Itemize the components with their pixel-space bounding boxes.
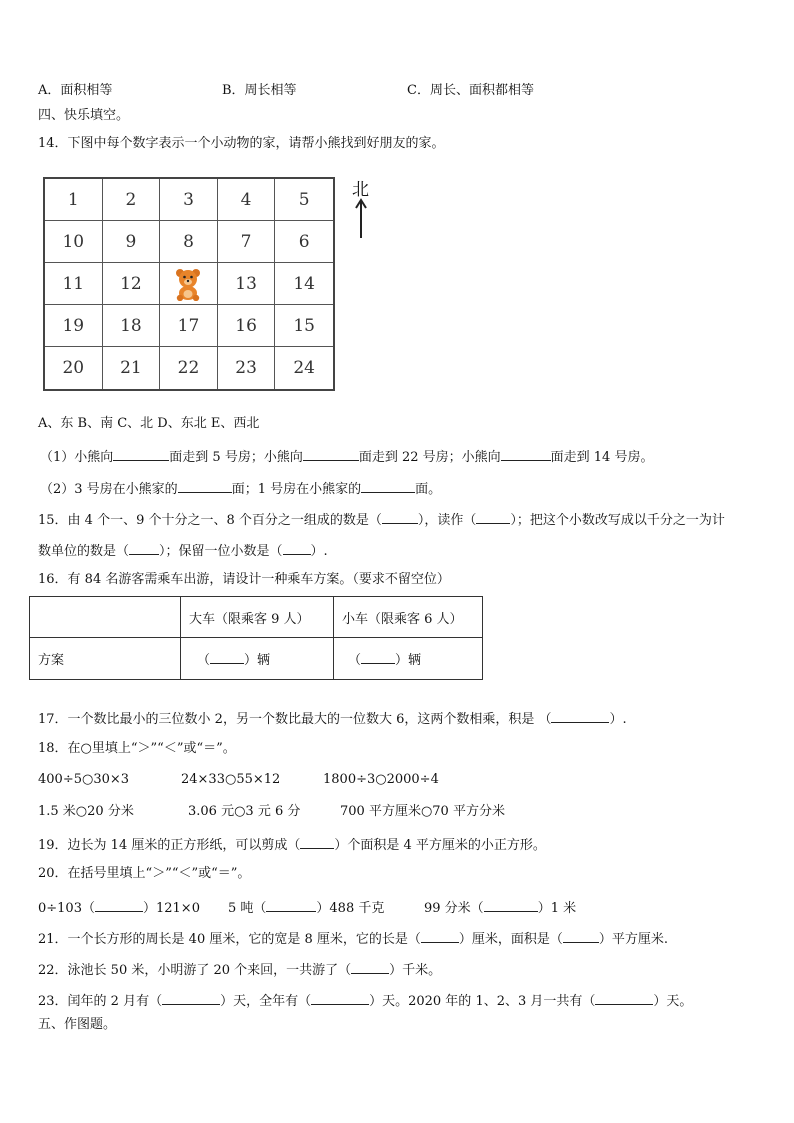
q21 (38, 928, 668, 949)
grid-cell: 21 (103, 347, 161, 389)
answer-blank[interactable] (311, 990, 369, 1005)
grid-cell: 7 (218, 221, 276, 263)
grid-cell: 17 (160, 305, 218, 347)
q20-item-2 (228, 897, 384, 918)
grid-cell: 22 (160, 347, 218, 389)
answer-blank[interactable] (421, 928, 459, 943)
cell-close: ）辆 (244, 653, 271, 668)
grid-cell: 10 (45, 221, 103, 263)
grid-cell: 15 (275, 305, 333, 347)
grid-cell: 3 (160, 179, 218, 221)
answer-blank[interactable] (178, 478, 232, 493)
q18-item: 400÷5○30×3 (38, 772, 130, 787)
answer-blank[interactable] (162, 990, 220, 1005)
grid-cell: 9 (103, 221, 161, 263)
answer-blank[interactable] (563, 928, 599, 943)
q14-sub1-text: （1）小熊向 (40, 450, 114, 465)
answer-blank[interactable] (95, 897, 143, 912)
grid-cell: 14 (275, 263, 333, 305)
grid-cell: 20 (45, 347, 103, 389)
q19-text: ）个面积是 4 平方厘米的小正方形。 (334, 838, 546, 853)
q19-text: 19．边长为 14 厘米的正方形纸，可以剪成（ (38, 838, 301, 853)
bus-plan-table (29, 596, 483, 680)
answer-blank[interactable] (303, 446, 359, 461)
cell-open: （ (348, 653, 362, 668)
grid-cell: 19 (45, 305, 103, 347)
grid-cell: 6 (275, 221, 333, 263)
table-row (30, 638, 483, 680)
q23-text: 23．闰年的 2 月有（ (38, 994, 163, 1009)
q23-text: ）天，全年有（ (220, 994, 312, 1009)
option-a: A．面积相等 (38, 83, 113, 98)
table-cell (181, 638, 334, 680)
q17-text: 17．一个数比最小的三位数小 2，另一个数比最大的一位数大 6，这两个数相乘，积是 （ (38, 712, 552, 727)
grid-cell: 1 (45, 179, 103, 221)
answer-blank[interactable] (283, 540, 311, 555)
q18-item: 1800÷3○2000÷4 (323, 772, 439, 787)
option-b: B．周长相等 (222, 83, 297, 98)
q21-text: ）平方厘米. (598, 932, 669, 947)
answer-blank[interactable] (484, 897, 538, 912)
q18-item: 700 平方厘米○70 平方分米 (340, 804, 505, 819)
answer-blank[interactable] (476, 509, 510, 524)
q20-text: 0÷103（ (38, 901, 95, 916)
q16-stem: 16．有 84 名游客需乘车出游，请设计一种乘车方案。（要求不留空位） (38, 572, 450, 587)
q15-text: ），读作（ (417, 513, 477, 528)
table-cell (334, 638, 483, 680)
q22-text: ）千米。 (389, 963, 442, 978)
q19 (38, 834, 546, 855)
cell-close: ）辆 (395, 653, 422, 668)
q20-text: ）121×0 (142, 901, 200, 916)
q17 (38, 708, 627, 729)
answer-blank[interactable] (551, 708, 609, 723)
grid-cell: 11 (45, 263, 103, 305)
q18-item: 3.06 元○3 元 6 分 (188, 804, 301, 819)
answer-blank[interactable] (595, 990, 653, 1005)
answer-blank[interactable] (266, 897, 316, 912)
house-number-grid (43, 177, 335, 391)
table-header-small-bus: 小车（限乘客 6 人） (334, 597, 483, 638)
grid-cell: 8 (160, 221, 218, 263)
q14-sub2-text: （2）3 号房在小熊家的 (40, 482, 178, 497)
grid-cell: 16 (218, 305, 276, 347)
q18-item: 24×33○55×12 (181, 772, 281, 787)
q23-text: ）天。 (653, 994, 693, 1009)
north-label: 北 (352, 180, 369, 200)
table-header-big-bus: 大车（限乘客 9 人） (181, 597, 334, 638)
section-5-title: 五、作图题。 (38, 1017, 117, 1032)
q15-text: ）；把这个小数改写成以千分之一为计 (510, 513, 725, 528)
q15-text: 15．由 4 个一、9 个十分之一、8 个百分之一组成的数是（ (38, 513, 382, 528)
answer-blank[interactable] (210, 649, 244, 664)
q23-text: ）天。2020 年的 1、2、3 月一共有（ (369, 994, 596, 1009)
q15-line1 (38, 509, 725, 530)
grid-cell: 4 (218, 179, 276, 221)
q18-stem: 18．在○里填上“＞”“＜”或“＝”。 (38, 741, 236, 756)
q23 (38, 990, 692, 1011)
answer-blank[interactable] (361, 649, 395, 664)
q20-text: 99 分米（ (424, 901, 484, 916)
answer-blank[interactable] (113, 446, 169, 461)
grid-cell: 18 (103, 305, 161, 347)
q14-sub1-text: 面走到 14 号房。 (550, 450, 654, 465)
q15-text: 数单位的数是（ (38, 544, 130, 559)
section-4-title: 四、快乐填空。 (38, 108, 130, 123)
answer-blank[interactable] (361, 478, 415, 493)
q20-text: ）488 千克 (316, 901, 385, 916)
q14-sub1 (40, 446, 653, 467)
q22-text: 22．泳池长 50 米，小明游了 20 个来回，一共游了（ (38, 963, 352, 978)
table-cell (30, 597, 181, 638)
grid-cell: 12 (103, 263, 161, 305)
q14-options: A、东 B、南 C、北 D、东北 E、西北 (38, 416, 260, 431)
q20-text: 5 吨（ (228, 901, 267, 916)
option-c: C．周长、面积都相等 (407, 83, 534, 98)
table-row (30, 597, 483, 638)
grid-cell: 24 (293, 358, 315, 378)
q21-text: ）厘米，面积是（ (458, 932, 563, 947)
q14-sub2-text: 面；1 号房在小熊家的 (231, 482, 362, 497)
grid-cell: 23 (218, 347, 276, 389)
grid-cell: 5 (275, 179, 333, 221)
q21-text: 21．一个长方形的周长是 40 厘米，它的宽是 8 厘米，它的长是（ (38, 932, 421, 947)
bear-icon (173, 267, 203, 301)
answer-blank[interactable] (382, 509, 418, 524)
north-compass (348, 180, 378, 242)
answer-blank[interactable] (300, 834, 334, 849)
table-row-label: 方案 (30, 638, 181, 680)
answer-blank[interactable] (351, 959, 389, 974)
q14-sub1-text: 面走到 5 号房；小熊向 (169, 450, 303, 465)
q14-sub2-text: 面。 (415, 482, 442, 497)
q20-item-3 (424, 897, 576, 918)
q18-item: 1.5 米○20 分米 (38, 804, 134, 819)
q14-sub1-text: 面走到 22 号房；小熊向 (358, 450, 501, 465)
north-arrow-icon (348, 180, 378, 242)
answer-blank[interactable] (501, 446, 551, 461)
q20-text: ）1 米 (537, 901, 577, 916)
answer-blank[interactable] (129, 540, 159, 555)
q14-sub2 (40, 478, 441, 499)
q22 (38, 959, 441, 980)
bear-house-cell (160, 263, 218, 305)
cell-open: （ (197, 653, 211, 668)
q15-text: ）. (310, 544, 328, 559)
grid-cell: 2 (103, 179, 161, 221)
q20-stem: 20．在括号里填上“＞”“＜”或“＝”。 (38, 866, 251, 881)
q14-stem: 14．下图中每个数字表示一个小动物的家，请帮小熊找到好朋友的家。 (38, 136, 445, 151)
q15-text: ）；保留一位小数是（ (159, 544, 283, 559)
q15-line2 (38, 540, 328, 561)
q17-text: ）. (609, 712, 627, 727)
q20-item-1 (38, 897, 200, 918)
grid-cell: 13 (218, 263, 276, 305)
